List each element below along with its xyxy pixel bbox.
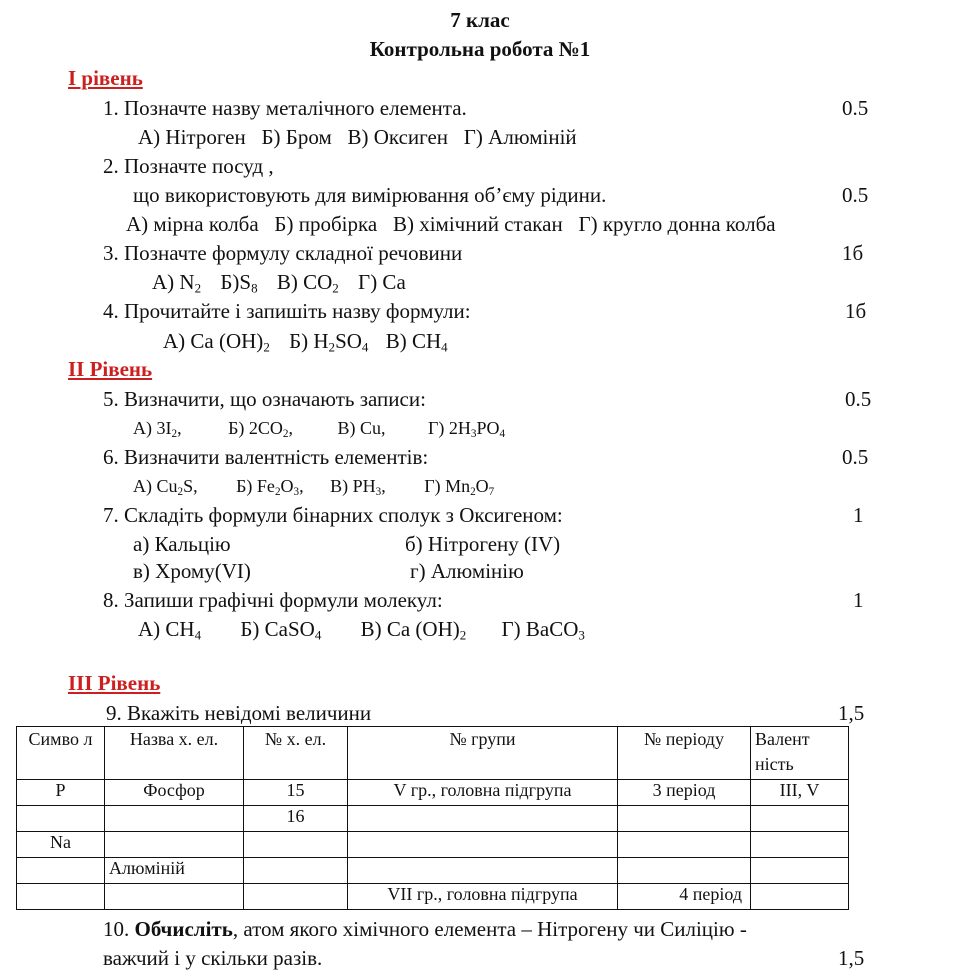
table-cell: V гр., головна підгрупа (348, 780, 618, 806)
header-name: Назва х. ел. (105, 727, 244, 780)
table-header-row (17, 727, 849, 780)
question-3-options: А) $N_2$ $Б)S_8$ В) $CO_2$ Г) Ca (152, 270, 406, 296)
table-row (17, 780, 849, 806)
table-cell (348, 806, 618, 832)
table-cell (17, 806, 105, 832)
question-5-options: А) $3I_2$, Б) $2CO_2$, В) Cu, Г) $2H_3PO_4$ (133, 418, 506, 441)
question-10: 10. Обчисліть, атом якого хімічного елемента – Нітрогену чи Силіцію - (103, 917, 747, 941)
table-cell (17, 858, 105, 884)
table-cell: Na (17, 832, 105, 858)
question-5: 5. Визначити, що означають записи: (103, 387, 426, 411)
header-symbol: Симво л (17, 727, 105, 780)
table-cell (751, 858, 849, 884)
question-1-points: 0.5 (842, 96, 869, 120)
table-cell (105, 884, 244, 910)
question-9: 9. Вкажіть невідомі величини (106, 701, 372, 725)
question-7-item-c: в) Хрому(VI) (133, 559, 251, 583)
question-4-points: 1б (845, 299, 867, 323)
table-cell (244, 884, 348, 910)
elements-table (16, 726, 849, 910)
question-8-options: А) $CH_4$ Б) CaSO$_4$ В) Ca $(OH)_2$ Г) BaCO$_3$ (138, 617, 585, 643)
table-cell: Фосфор (105, 780, 244, 806)
question-4: 4. Прочитайте і запишіть назву формули: (103, 299, 471, 323)
page-title: Контрольна робота №1 (369, 37, 591, 61)
level-2-heading: ІІ Рівень (68, 357, 153, 381)
level-1-heading: І рівень (68, 66, 143, 90)
question-8: 8. Запиши графічні формули молекул: (103, 588, 443, 612)
table-cell (618, 858, 751, 884)
table-cell (244, 832, 348, 858)
table-row (17, 858, 849, 884)
table-cell (17, 884, 105, 910)
question-2-points: 0.5 (842, 183, 869, 207)
question-3: 3. Позначте формулу складної речовини (103, 241, 463, 265)
question-7-item-b: б) Нітрогену (IV) (405, 532, 561, 556)
question-1-options: А) Нітроген Б) Бром В) Оксиген Г) Алюміній (138, 125, 577, 149)
question-10-line2: важчий і у скільки разів. (103, 946, 323, 970)
table-cell (751, 884, 849, 910)
table-row (17, 884, 849, 910)
header-period: № періоду (618, 727, 751, 780)
question-4-options: А) Ca $(OH)_2$ Б) $H_2SO_4$ В) $CH_4$ (163, 329, 448, 355)
table-cell: 15 (244, 780, 348, 806)
table-cell (751, 832, 849, 858)
question-9-points: 1,5 (838, 701, 865, 725)
table-cell (751, 806, 849, 832)
table-row (17, 832, 849, 858)
header-valence: Валент ність (751, 727, 849, 780)
table-cell (348, 858, 618, 884)
table-cell: P (17, 780, 105, 806)
question-2: 2. Позначте посуд , (103, 154, 274, 178)
table-cell (244, 858, 348, 884)
header-number: № х. ел. (244, 727, 348, 780)
question-7-item-a: а) Кальцію (133, 532, 231, 556)
question-8-points: 1 (853, 588, 864, 612)
question-7-item-d: г) Алюмінію (410, 559, 524, 583)
table-cell (105, 832, 244, 858)
question-2-line2: що використовують для вимірювання об’єму рідини. (133, 183, 607, 207)
table-cell: Алюміній (105, 858, 244, 884)
question-2-options: А) мірна колба Б) пробірка В) хімічний стакан Г) кругло донна колба (126, 212, 776, 236)
question-6: 6. Визначити валентність елементів: (103, 445, 429, 469)
question-7-points: 1 (853, 503, 864, 527)
question-1: 1. Позначте назву металічного елемента. (103, 96, 467, 120)
table-cell: 16 (244, 806, 348, 832)
question-6-options: А) $Cu_2S$, Б) $Fe_2O_3$, В) $PH_3$, Г) $Mn_2O_7$ (133, 476, 495, 499)
question-6-points: 0.5 (842, 445, 869, 469)
question-5-points: 0.5 (845, 387, 872, 411)
grade-heading: 7 клас (450, 8, 510, 32)
question-3-points: 1б (842, 241, 864, 265)
table-cell: 4 період (618, 884, 751, 910)
table-cell (105, 806, 244, 832)
question-10-points: 1,5 (838, 946, 865, 970)
level-3-heading: ІІІ Рівень (68, 671, 161, 695)
table-cell (348, 832, 618, 858)
table-cell (618, 832, 751, 858)
table-cell: 3 період (618, 780, 751, 806)
question-7: 7. Складіть формули бінарних сполук з Оксигеном: (103, 503, 563, 527)
table-cell: VІI гр., головна підгрупа (348, 884, 618, 910)
header-group: № групи (348, 727, 618, 780)
table-row (17, 806, 849, 832)
table-cell (618, 806, 751, 832)
table-cell: III, V (751, 780, 849, 806)
